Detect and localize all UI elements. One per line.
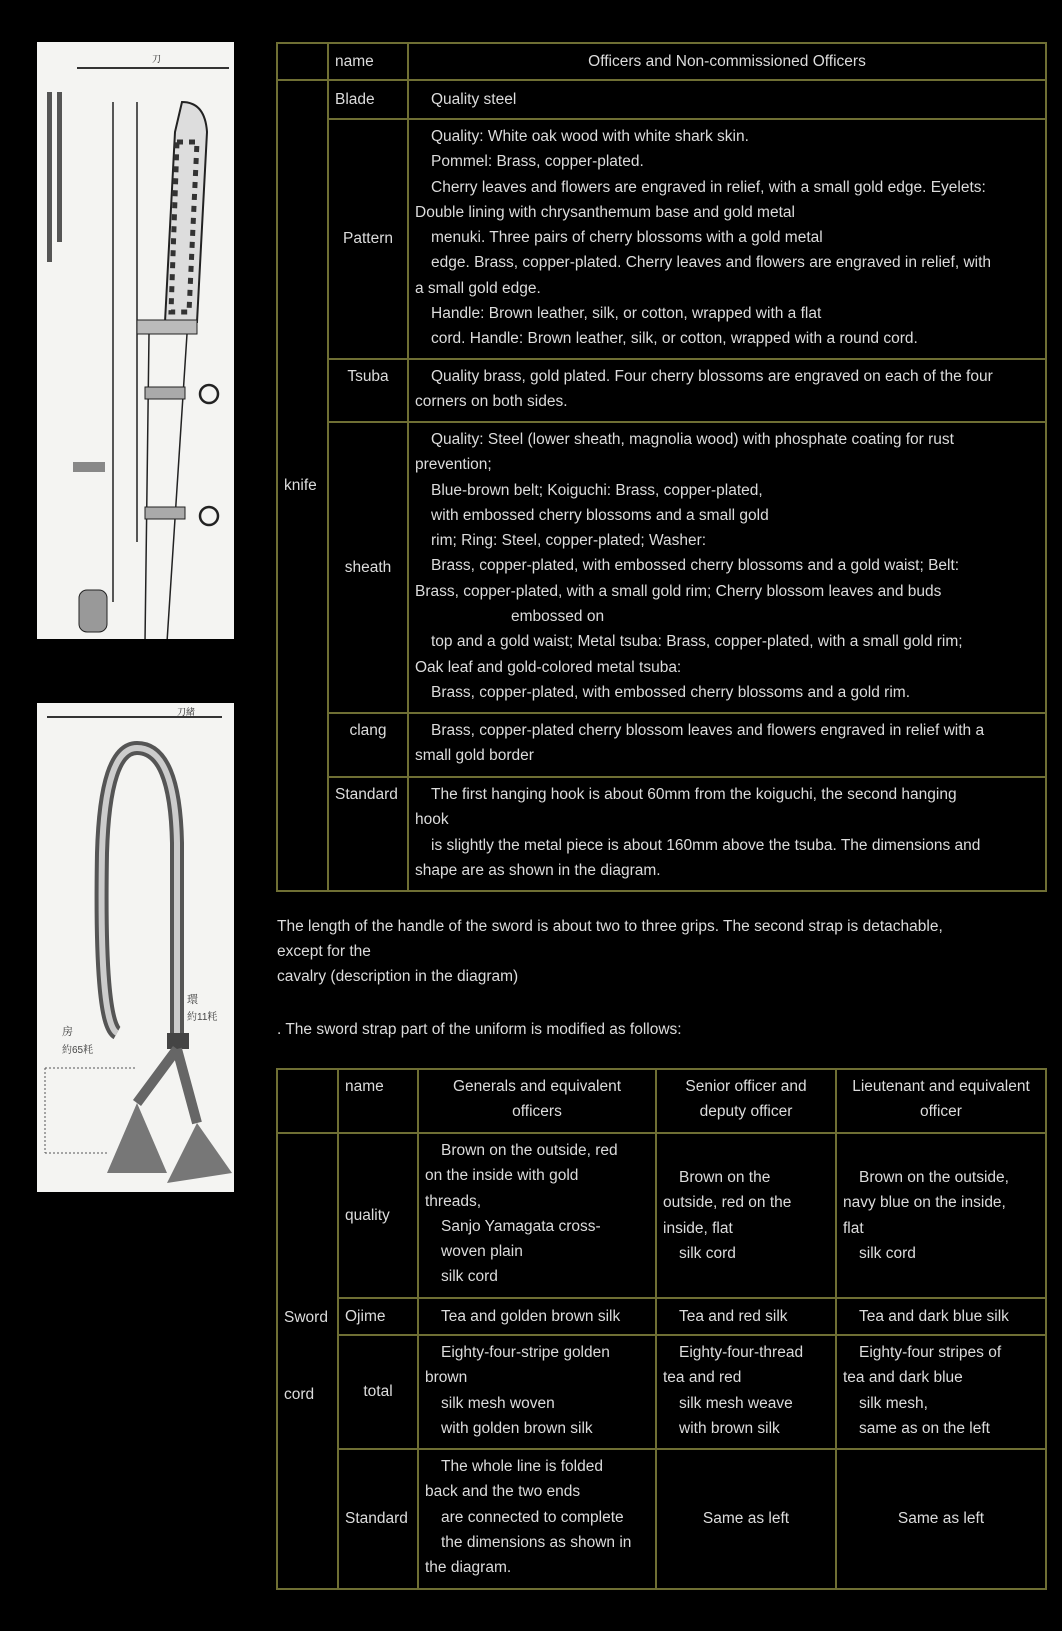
cord-illustration — [37, 703, 234, 1192]
text-line: menuki. Three pairs of cherry blossoms with a gold metal — [431, 229, 823, 247]
text-line: Brass, copper-plated, with embossed cherry blossoms and a gold rim. — [431, 683, 910, 701]
cord-tassel-size: 約65粍 — [62, 1045, 94, 1056]
text-line: cord. Handle: Brown leather, silk, or cotton, wrapped with a round cord. — [431, 330, 918, 348]
group-label-sword-cord — [277, 1133, 338, 1589]
table-row — [277, 1449, 1046, 1589]
text-line: Tea and dark blue silk — [859, 1307, 1009, 1325]
text-line: Cherry leaves and flowers are engraved in relief, with a small gold edge. Eyelets: — [431, 178, 986, 196]
row-label: Standard — [328, 777, 408, 891]
text-line: back and the two ends — [425, 1483, 581, 1501]
text-line: silk mesh, — [859, 1394, 928, 1412]
text-line: silk cord — [441, 1268, 498, 1286]
table-row — [277, 1133, 1046, 1298]
text-line: Eighty-four-stripe golden — [441, 1344, 610, 1361]
row-value — [418, 1133, 656, 1298]
header-name: name — [328, 43, 408, 80]
text-line: embossed on — [511, 608, 605, 626]
text-line: Quality brass, gold plated. Four cherry blossoms are engraved on each of the four — [431, 368, 993, 385]
knife-spec-table — [276, 42, 1047, 892]
table-header-row — [277, 43, 1046, 80]
row-label: quality — [338, 1133, 418, 1298]
sword-diagram-image — [37, 42, 234, 639]
cord-caption: 刀緒 — [177, 707, 196, 717]
row-value — [418, 1449, 656, 1589]
text-line: are connected to complete — [441, 1508, 624, 1526]
text-line: Blue-brown belt; Koiguchi: Brass, copper-plated, — [431, 481, 763, 499]
text-line: with golden brown silk — [441, 1419, 593, 1437]
text-line: Pommel: Brass, copper-plated. — [431, 153, 644, 171]
text-line: Sanjo Yamagata cross- — [441, 1217, 601, 1235]
text-line: cavalry (description in the diagram) — [277, 968, 519, 985]
text-line: shape are as shown in the diagram. — [415, 861, 661, 879]
row-value — [836, 1335, 1046, 1449]
row-label: Ojime — [338, 1298, 418, 1335]
text-line: Brown on the outside, red — [441, 1142, 618, 1159]
row-value — [408, 80, 1046, 119]
text-line: navy blue on the inside, — [843, 1194, 1006, 1212]
text-line: Brass, copper-plated cherry blossom leaves and flowers engraved in relief with a — [431, 722, 985, 739]
text-line: Brass, copper-plated, with embossed cherry blossoms and a gold waist; Belt: — [431, 557, 960, 575]
text-line: Brown on the — [679, 1168, 771, 1186]
text-line: Quality steel — [431, 90, 517, 108]
sword-illustration — [37, 42, 234, 639]
empty-cell — [277, 43, 328, 80]
text-line: is slightly the metal piece is about 160mm above the tsuba. The dimensions and — [431, 836, 981, 854]
row-label: Standard — [338, 1449, 418, 1589]
text-line: flat — [843, 1219, 864, 1237]
table-row — [277, 1335, 1046, 1449]
group-label-knife: knife — [277, 80, 328, 891]
table-row — [277, 713, 1046, 777]
text-line: except for the — [277, 943, 371, 960]
row-value — [836, 1298, 1046, 1335]
text-line: tea and dark blue — [843, 1369, 963, 1387]
row-value — [408, 359, 1046, 422]
text-line: Handle: Brown leather, silk, or cotton, wrapped with a flat — [431, 305, 822, 323]
text-line: tea and red — [663, 1369, 742, 1387]
text-line: edge. Brass, copper-plated. Cherry leaves and flowers are engraved in relief, with — [431, 254, 992, 272]
table-row — [277, 1298, 1046, 1335]
text-line: Oak leaf and gold-colored metal tsuba: — [415, 658, 682, 676]
text-line: officer — [920, 1103, 962, 1121]
row-label: Pattern — [328, 119, 408, 359]
text-line: the diagram. — [425, 1559, 512, 1577]
text-line: same as on the left — [859, 1419, 990, 1437]
table-row — [277, 359, 1046, 422]
row-value — [656, 1335, 836, 1449]
text-line: silk mesh weave — [679, 1394, 793, 1412]
row-value — [656, 1133, 836, 1298]
text-line: on the inside with gold — [425, 1167, 579, 1185]
text-line: officers — [512, 1103, 562, 1121]
header-generals — [418, 1069, 656, 1133]
text-line: corners on both sides. — [415, 393, 568, 411]
row-value — [418, 1298, 656, 1335]
row-value — [408, 422, 1046, 713]
table-header-row — [277, 1069, 1046, 1133]
description-paragraph — [277, 914, 943, 989]
text-line: Generals and equivalent — [452, 1078, 622, 1095]
row-label: Tsuba — [328, 359, 408, 422]
row-value — [836, 1133, 1046, 1298]
row-value — [408, 777, 1046, 891]
modification-note: . The sword strap part of the uniform is modified as follows: — [277, 1021, 682, 1038]
table-row — [277, 777, 1046, 891]
text-line: silk cord — [679, 1244, 736, 1262]
text-line: Brown on the outside, — [859, 1168, 1009, 1186]
row-value — [418, 1335, 656, 1449]
text-line: hook — [415, 811, 449, 829]
text-line: brown — [425, 1369, 468, 1387]
text-line: cord — [284, 1386, 315, 1404]
text-line: silk cord — [859, 1244, 916, 1262]
row-value: Same as left — [836, 1449, 1046, 1589]
text-line: The length of the handle of the sword is about two to three grips. The second strap is detachable, — [277, 918, 943, 935]
text-line: rim; Ring: Steel, copper-plated; Washer: — [431, 532, 707, 550]
cord-ring-size: 約11粍 — [187, 1012, 218, 1023]
row-value — [408, 713, 1046, 777]
sword-cord-table — [276, 1068, 1047, 1590]
text-line: a small gold edge. — [415, 279, 541, 297]
row-label: sheath — [328, 422, 408, 713]
text-line: with brown silk — [679, 1419, 780, 1437]
text-line: woven plain — [441, 1243, 523, 1261]
text-line: Double lining with chrysanthemum base and gold metal — [415, 203, 795, 221]
text-line: small gold border — [415, 747, 534, 765]
text-line: Eighty-four-thread — [679, 1344, 804, 1361]
text-line: Tea and red silk — [679, 1307, 788, 1325]
text-line: Quality: Steel (lower sheath, magnolia wood) with phosphate coating for rust — [431, 431, 954, 448]
text-line: Eighty-four stripes of — [859, 1344, 1002, 1361]
sword-caption: 刀 — [152, 54, 162, 64]
text-line: silk mesh woven — [441, 1394, 555, 1412]
header-lieutenant — [836, 1069, 1046, 1133]
text-line: The whole line is folded — [441, 1458, 603, 1475]
text-line: Lieutenant and equivalent — [852, 1078, 1030, 1095]
text-line: The first hanging hook is about 60mm from the koiguchi, the second hanging — [431, 786, 957, 803]
row-label: Blade — [328, 80, 408, 119]
cord-tassel-label: 房 — [62, 1026, 73, 1038]
table-row — [277, 80, 1046, 119]
header-title: Officers and Non-commissioned Officers — [408, 43, 1046, 80]
row-value: Same as left — [656, 1449, 836, 1589]
sword-cord-diagram-image — [37, 703, 234, 1192]
empty-cell — [277, 1069, 338, 1133]
text-line: with embossed cherry blossoms and a small gold — [431, 506, 769, 524]
text-line: inside, flat — [663, 1219, 733, 1237]
text-line: Tea and golden brown silk — [441, 1307, 621, 1325]
text-line: the dimensions as shown in — [441, 1533, 632, 1551]
table-row — [277, 119, 1046, 359]
row-value — [656, 1298, 836, 1335]
text-line: threads, — [425, 1192, 482, 1210]
text-line: top and a gold waist; Metal tsuba: Brass, copper-plated, with a small gold rim; — [431, 633, 963, 651]
header-senior-officer — [656, 1069, 836, 1133]
text-line: Senior officer and — [685, 1078, 807, 1095]
row-label: clang — [328, 713, 408, 777]
text-line: prevention; — [415, 456, 492, 474]
row-value — [408, 119, 1046, 359]
table-row — [277, 422, 1046, 713]
text-line: Sword — [284, 1309, 328, 1326]
text-line: Brass, copper-plated, with a small gold rim; Cherry blossom leaves and buds — [415, 582, 942, 600]
cord-ring-label: 環 — [187, 994, 198, 1006]
text-line: Quality: White oak wood with white shark skin. — [431, 128, 749, 145]
row-label: total — [338, 1335, 418, 1449]
text-line: outside, red on the — [663, 1194, 792, 1212]
header-name: name — [338, 1069, 418, 1133]
text-line: deputy officer — [699, 1103, 793, 1121]
